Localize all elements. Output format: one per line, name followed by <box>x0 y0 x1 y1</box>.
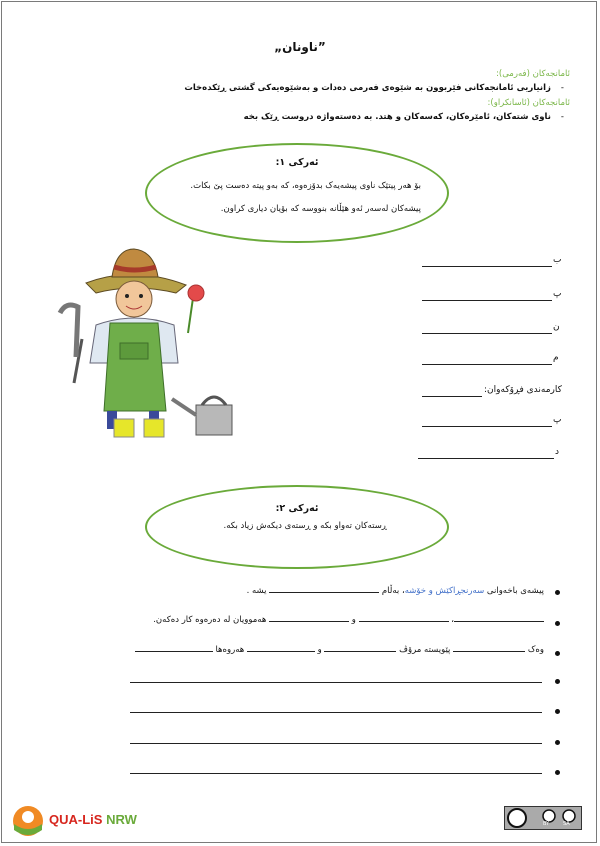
sentence-text: پیشەی باخەوانی <box>484 586 544 596</box>
answer-letter: ن <box>553 322 560 332</box>
sentence-text: یشە . <box>246 586 267 596</box>
red-flower-icon <box>188 285 204 301</box>
easy-objective-text <box>244 112 564 122</box>
blank-field[interactable] <box>359 620 449 622</box>
sentence-text: ، بەڵام <box>381 586 405 596</box>
task1-line2: پیشەکان لەسەر ئەو هێڵانە بنووسە کە بۆیان دیاری کراون. <box>220 204 421 214</box>
answer-letter: م <box>553 353 559 363</box>
dash-marker: - <box>560 112 564 122</box>
bullet <box>555 621 560 626</box>
gardener-illustration <box>48 243 240 443</box>
yellow-boot <box>114 419 134 437</box>
highlight-phrase: سەرنجڕاکێش و خۆشە <box>404 586 485 596</box>
sentence-1 <box>247 586 544 596</box>
page-title: ”ناونان„ <box>274 40 326 54</box>
bullet <box>555 709 560 714</box>
sentence-text: و <box>351 615 356 625</box>
bullet <box>555 740 560 745</box>
license-sa-label: SA <box>563 821 570 827</box>
formal-objective-heading: ئامانجەکان (فەرمی): <box>496 69 570 79</box>
task2-title: ئەرکی ٢: <box>275 503 319 514</box>
bullet <box>555 679 560 684</box>
task2-box <box>145 485 449 569</box>
bullet <box>555 770 560 775</box>
sentence-text: هەموویان لە دەرەوە کار دەکەن. <box>153 615 267 625</box>
sentence-text: وەک <box>527 645 544 655</box>
blank-sentence-line[interactable] <box>130 712 542 713</box>
task1-title: ئەرکی ١: <box>275 157 319 168</box>
answer-letter: د <box>555 447 560 457</box>
logo-text-part: QUA-LiS <box>49 812 107 827</box>
easy-objective-body: ناوی شتەکان، ئامێرەکان، کەسەکان و هتد. بە دەستەواژە دروست ڕێک بخە <box>243 112 551 122</box>
green-apron <box>104 323 166 411</box>
blank-field[interactable] <box>324 650 396 652</box>
task1-line1: بۆ هەر پیتێک ناوی پیشەیەک بدۆزەوە، کە بەو پیتە دەست پێ بکات. <box>190 181 421 191</box>
yellow-boot <box>144 419 164 437</box>
inline-answer-label: کارمەندی فڕۆکەوان: <box>484 385 562 395</box>
answer-line[interactable] <box>422 266 552 267</box>
bullet <box>555 651 560 656</box>
answer-line[interactable] <box>422 333 552 334</box>
answer-line[interactable] <box>422 396 482 397</box>
answer-line[interactable] <box>422 426 552 427</box>
task2-line1: ڕستەکان تەواو بکە و ڕستەی دیکەش زیاد بکە. <box>223 521 387 531</box>
blank-field[interactable] <box>453 650 525 652</box>
bullet <box>555 590 560 595</box>
answer-line[interactable] <box>418 458 554 459</box>
sentence-text: هەروەها <box>215 645 245 655</box>
sentence-text: و <box>317 645 322 655</box>
logo-text-part: NRW <box>106 812 137 827</box>
blank-field[interactable] <box>454 620 544 622</box>
qualis-logo-icon <box>10 804 46 838</box>
answer-letter: ب <box>553 255 562 265</box>
watering-can-icon <box>172 397 232 435</box>
task1-box <box>145 143 449 243</box>
easy-objective-heading: ئامانجەکان (ئاسانکراو): <box>487 98 570 108</box>
answer-letter: پ <box>553 415 562 425</box>
blank-sentence-line[interactable] <box>130 743 542 744</box>
sentence-2 <box>153 615 544 625</box>
formal-objective-text <box>184 83 564 93</box>
blank-field[interactable] <box>247 650 315 652</box>
sentence-text: ، <box>451 615 454 625</box>
cc-license-badge <box>504 806 582 830</box>
cc-icon <box>508 809 526 827</box>
sentence-3 <box>135 645 544 655</box>
blank-sentence-line[interactable] <box>130 773 542 774</box>
dash-marker: - <box>560 83 564 93</box>
blank-field[interactable] <box>269 620 349 622</box>
answer-line[interactable] <box>422 364 552 365</box>
qualis-logo-text <box>49 812 137 827</box>
answer-line[interactable] <box>422 300 552 301</box>
answer-letter: پ <box>553 289 562 299</box>
gardener-face <box>116 281 152 317</box>
blank-sentence-line[interactable] <box>130 682 542 683</box>
sentence-text: پێویستە مرۆڤ <box>399 645 451 655</box>
license-by-label: BY <box>543 821 550 827</box>
blank-field[interactable] <box>269 591 379 593</box>
hoe-tool-icon <box>60 305 78 357</box>
formal-objective-body: زانیاریی ئامانجەکانی فێربوون بە شێوەی فەرمی دەدات و بەشێوەیەکی گشتی ڕێکدەخات <box>184 83 551 93</box>
blank-field[interactable] <box>135 650 213 652</box>
